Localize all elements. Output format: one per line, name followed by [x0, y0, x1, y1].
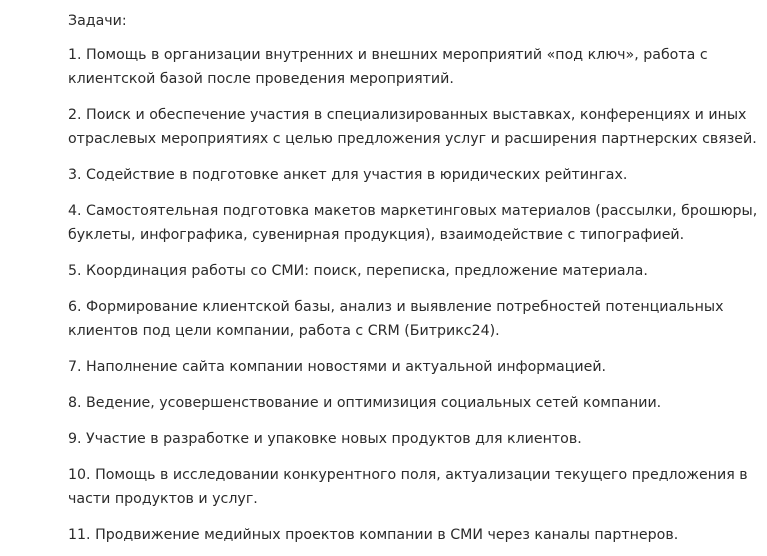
- task-item-11: [68, 523, 757, 547]
- task-item-line: 4. Самостоятельная подготовка макетов маркетинговых материалов (рассылки, брошюры,: [68, 203, 758, 219]
- task-item-line: 7. Наполнение сайта компании новостями и актуальной информацией.: [68, 359, 607, 375]
- task-item-3: [68, 163, 757, 187]
- task-item-8: [68, 391, 757, 415]
- task-item-1: [68, 43, 757, 91]
- task-item-line: 6. Формирование клиентской базы, анализ и выявление потребностей потенциальных: [68, 299, 724, 315]
- task-item-line: 8. Ведение, усовершенствование и оптимизиция социальных сетей компании.: [68, 395, 662, 411]
- tasks-heading: Задачи:: [68, 13, 127, 29]
- task-item-10: [68, 463, 757, 511]
- task-item-line: 5. Координация работы со СМИ: поиск, переписка, предложение материала.: [68, 263, 648, 279]
- task-item-line: клиентов под цели компании, работа с CRM (Битрикс24).: [68, 323, 500, 339]
- task-item-7: [68, 355, 757, 379]
- task-item-line: 11. Продвижение медийных проектов компании в СМИ через каналы партнеров.: [68, 527, 679, 543]
- task-item-line: отраслевых мероприятиях с целью предложения услуг и расширения партнерских связей.: [68, 131, 757, 147]
- task-item-2: [68, 103, 757, 151]
- task-item-line: буклеты, инфографика, сувенирная продукция), взаимодействие с типографией.: [68, 227, 685, 243]
- task-item-6: [68, 295, 757, 343]
- task-item-5: [68, 259, 757, 283]
- task-item-line: 10. Помощь в исследовании конкурентного поля, актуализации текущего предложения в: [68, 467, 748, 483]
- task-item-line: 3. Содействие в подготовке анкет для участия в юридических рейтингах.: [68, 167, 628, 183]
- task-item-line: части продуктов и услуг.: [68, 491, 258, 507]
- task-item-line: 2. Поиск и обеспечение участия в специализированных выставках, конференциях и иных: [68, 107, 747, 123]
- task-item-line: 9. Участие в разработке и упаковке новых продуктов для клиентов.: [68, 431, 582, 447]
- task-item-4: [68, 199, 757, 247]
- task-item-9: [68, 427, 757, 451]
- task-item-line: 1. Помощь в организации внутренних и внешних мероприятий «под ключ», работа с: [68, 47, 708, 63]
- task-list: [68, 43, 757, 547]
- task-item-line: клиентской базой после проведения мероприятий.: [68, 71, 454, 87]
